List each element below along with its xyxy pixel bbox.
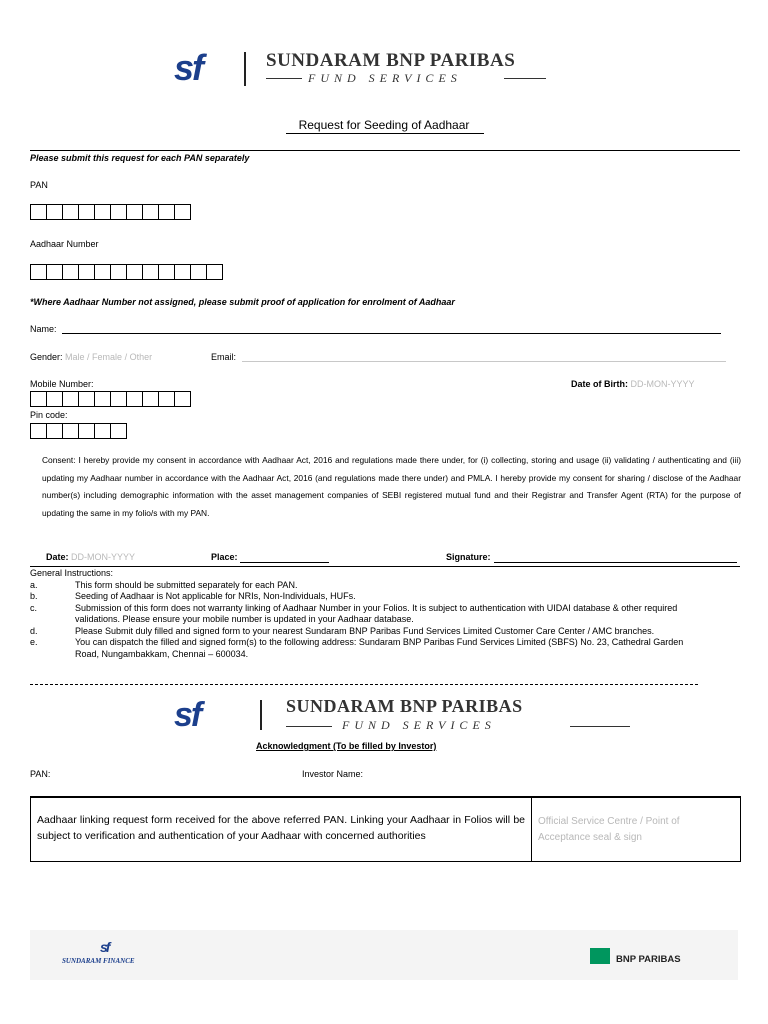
general-instructions xyxy=(30,568,735,660)
ack-investor-label: Investor Name: xyxy=(302,769,364,779)
bnp-paribas-logo xyxy=(590,948,702,966)
email-label: Email: xyxy=(211,352,237,362)
header-logo xyxy=(174,48,554,92)
sundaram-finance-logo xyxy=(62,940,162,970)
mobile-label: Mobile Number: xyxy=(30,379,94,389)
title-underline xyxy=(286,133,484,134)
pan-label: PAN xyxy=(30,180,48,190)
ack-divider xyxy=(531,798,532,861)
dob-field[interactable] xyxy=(571,379,695,389)
date-field[interactable] xyxy=(46,552,135,562)
top-rule xyxy=(30,150,740,151)
page-title: Request for Seeding of Aadhaar xyxy=(298,118,470,132)
aadhaar-note: *Where Aadhaar Number not assigned, please submit proof of application for enrolment of Aadhaar xyxy=(30,297,455,307)
name-label: Name: xyxy=(30,324,57,334)
ack-logo xyxy=(174,696,634,734)
bnp-star-icon xyxy=(590,948,610,964)
logo-divider xyxy=(244,52,246,86)
signature-field[interactable] xyxy=(494,561,737,563)
gender-field[interactable] xyxy=(30,352,152,362)
aadhaar-label: Aadhaar Number xyxy=(30,239,99,249)
consent-text: Consent: I hereby provide my consent in accordance with Aadhaar Act, 2016 and regulations made there under, for (i) collecting, storing and usage (ii) validating / authenticating and (iii) updating my Aadhaar number in accordance with the Aadhaar Act, 2016 (and regulations made there under) and PMLA. I hereby provide my consent for sharing / disclose of the Aadhaar number(s) including demographic information with the asset management companies of SEBI registered mutual fund and their Registrar and Transfer Agent (RTA) for the purpose of updating the same in my folio/s with my PAN. xyxy=(42,455,741,518)
email-field[interactable] xyxy=(242,361,726,362)
instruction-item: a. This form should be submitted separately for each PAN. xyxy=(30,579,298,590)
aadhaar-boxes[interactable] xyxy=(30,264,223,280)
ack-box xyxy=(30,796,741,862)
pin-label: Pin code: xyxy=(30,410,68,420)
gender-options: Male / Female / Other xyxy=(65,352,153,362)
instruction-item: d. Please Submit duly filled and signed form to your nearest Sundaram BNP Paribas Fund Services Limited Customer Care Center / AMC branches. xyxy=(30,625,655,636)
date-label: Date: xyxy=(46,552,69,562)
brand-subtitle: FUND SERVICES xyxy=(342,718,496,732)
footer-right-text: BNP PARIBAS xyxy=(616,954,681,965)
footer-left-text: SUNDARAM FINANCE xyxy=(62,957,135,965)
brand-name: SUNDARAM BNP PARIBAS xyxy=(286,696,523,716)
date-placeholder: DD-MON-YYYY xyxy=(71,552,136,562)
sign-rule xyxy=(30,566,740,567)
dob-placeholder: DD-MON-YYYY xyxy=(630,379,695,389)
signature-label: Signature: xyxy=(446,552,491,562)
ack-text: Aadhaar linking request form received for the above referred PAN. Linking your Aadhaar in Folios will be subject to verification and authentication of your Aadhaar with concerned authorities xyxy=(37,814,525,842)
pan-boxes[interactable] xyxy=(30,204,191,220)
instruction-item: b. Seeding of Aadhaar is Not applicable for NRIs, Non-Individuals, HUFs. xyxy=(30,591,356,601)
cut-line xyxy=(30,684,698,685)
sf-logo-mark: sf xyxy=(174,47,203,88)
brand-name: SUNDARAM BNP PARIBAS xyxy=(266,50,516,71)
name-field[interactable] xyxy=(62,332,721,334)
ack-title: Acknowledgment (To be filled by Investor) xyxy=(256,741,437,751)
logo-divider xyxy=(260,700,262,730)
instructions-heading: General Instructions: xyxy=(30,568,114,578)
separate-note: Please submit this request for each PAN separately xyxy=(30,153,250,163)
dob-label: Date of Birth: xyxy=(571,379,628,389)
instruction-item: e. You can dispatch the filled and signed form(s) to the following address: Sundaram BNP Paribas Fund Services Limited (SBFS) No. 23, Cathedral Garden Road, Nungambakkam, Chennai – 600034. xyxy=(30,637,684,659)
gender-label: Gender: xyxy=(30,352,63,362)
place-label: Place: xyxy=(211,552,238,562)
sf-logo-mark: sf xyxy=(174,696,201,734)
sf-mark-icon: sf xyxy=(100,939,109,955)
brand-subtitle: FUND SERVICES xyxy=(308,71,462,85)
instruction-item: c. Submission of this form does not warranty linking of Aadhaar Number in your Folios. It is subject to authentication with UIDAI database & other required validations. Please ensure your mobile number is updated in your Aadhaar database. xyxy=(30,602,678,624)
place-field[interactable] xyxy=(240,561,329,563)
ack-pan-label: PAN: xyxy=(30,769,51,779)
mobile-boxes[interactable] xyxy=(30,391,191,407)
seal-placeholder: Official Service Centre / Point of Acceptance seal & sign xyxy=(538,816,680,843)
pin-boxes[interactable] xyxy=(30,423,127,439)
